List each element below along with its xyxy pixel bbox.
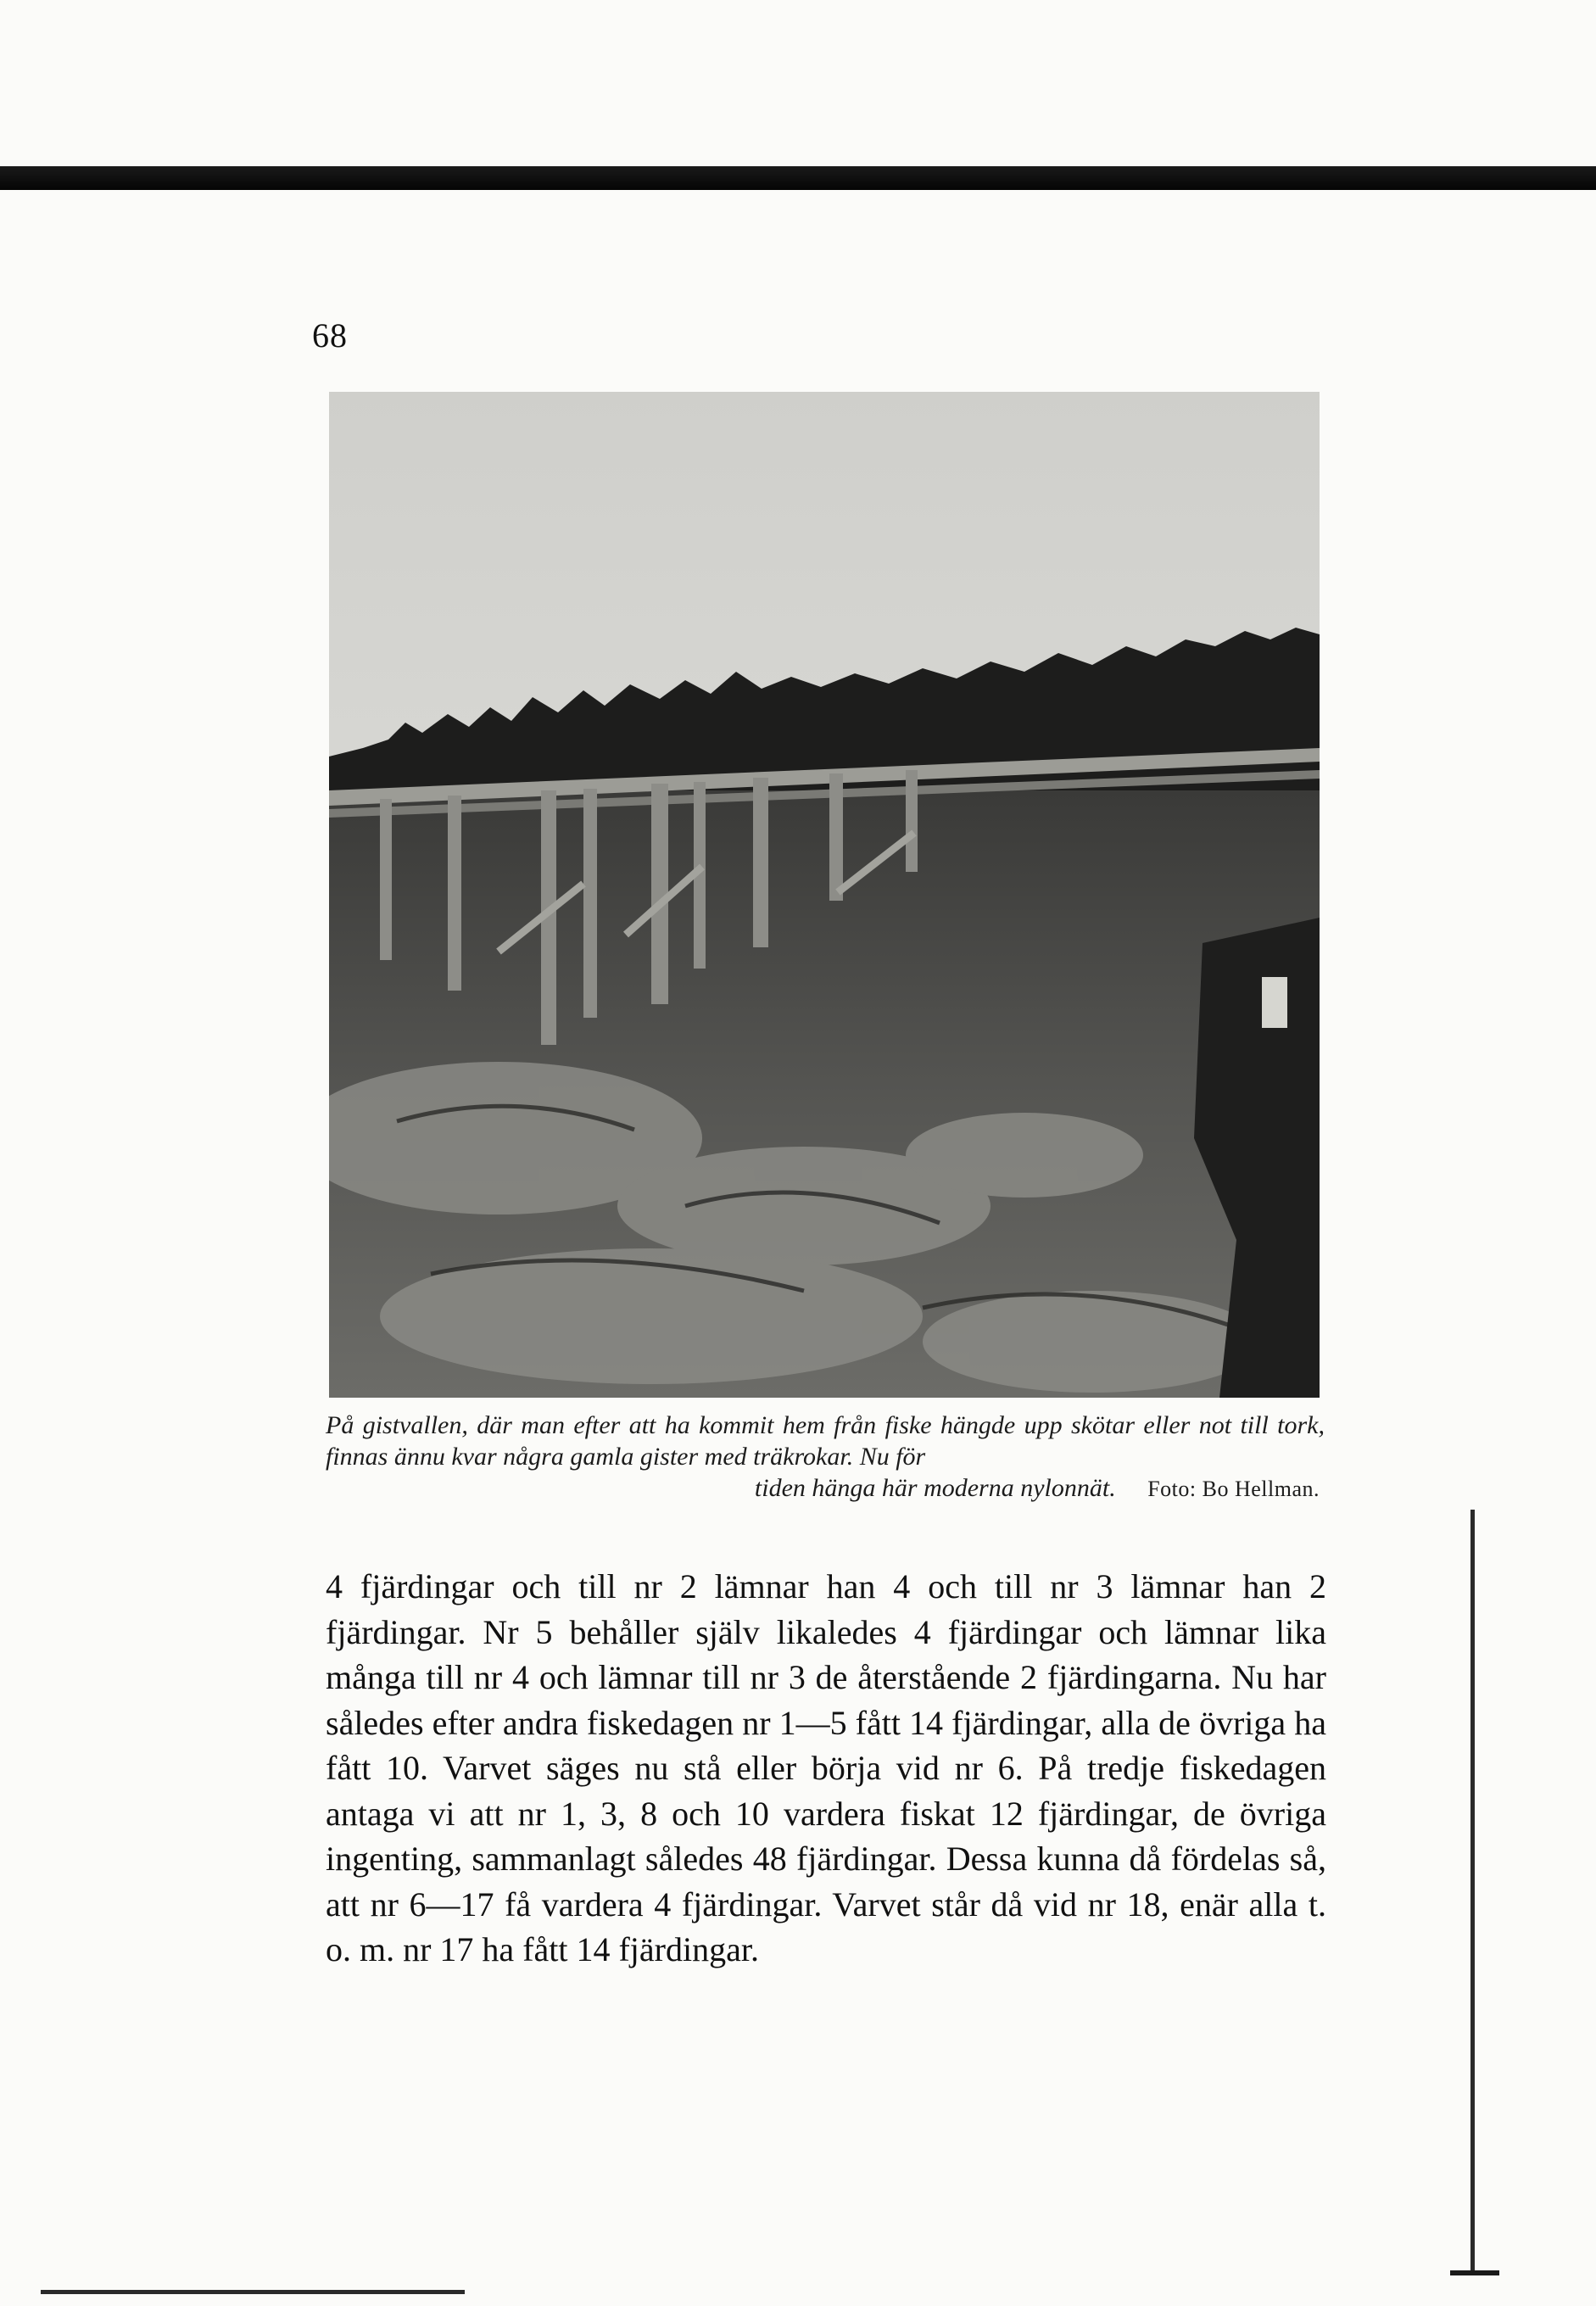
- photo-credit: Foto: Bo Hellman.: [1147, 1477, 1320, 1501]
- bottom-rule: [41, 2290, 465, 2294]
- right-margin-rule: [1470, 1510, 1475, 2273]
- right-margin-rule-foot: [1450, 2270, 1499, 2275]
- body-paragraph: 4 fjärdingar och till nr 2 lämnar han 4 och till nr 3 lämnar han 2 fjärdingar. Nr 5 behåller själv likaledes 4 fjärdingar och lämnar lika många till nr 4 och lämnar till nr 3 de återstående 2 fjärdingarna. Nu har således efter andra fiskedagen nr 1—5 fått 14 fjärdingar, alla de övriga ha fått 10. Varvet säges nu stå eller börja vid nr 6. På tredje fiskedagen antaga vi att nr 1, 3, 8 och 10 vardera fiskat 12 fjärdingar, de övriga ingenting, sammanlagt således 48 fjärdingar. Dessa kunna då fördelas så, att nr 6—17 få vardera 4 fjärdingar. Varvet står då vid nr 18, enär alla t. o. m. nr 17 ha fått 14 fjärdingar.: [326, 1567, 1326, 1968]
- page-number: 68: [312, 316, 348, 355]
- caption-text: På gistvallen, där man efter att ha kommit hem från fiske hängde upp skötar eller not till tork, finnas ännu kvar några gamla gister med träkrokar. Nu för: [326, 1411, 1325, 1471]
- top-rule: [0, 166, 1596, 190]
- caption-text-last: tiden hänga här moderna nylonnät.: [754, 1474, 1116, 1502]
- photograph-fish-drying-racks: [329, 392, 1320, 1398]
- figure-caption: [326, 1410, 1325, 1505]
- photo-illustration: [329, 392, 1320, 1398]
